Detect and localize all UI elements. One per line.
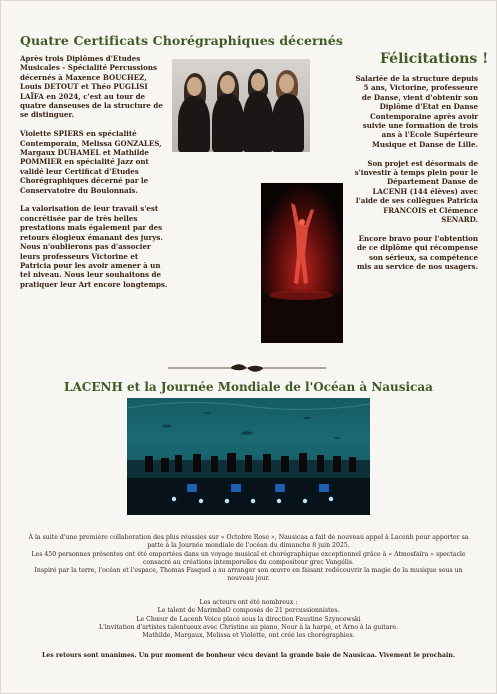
certificats-paragraph: Violette SPIERS en spécialité Contemporain, Melissa GONZALES, Margaux DUHAMEL et Mathilde POMMIER en spécialité Jazz ont validé leur Certificat d'Etudes Chorégraphiques décerné par le Conservatoire du Boulonnais.: [20, 129, 162, 195]
certificats-text-column: [20, 54, 168, 299]
actors-line: Le talent de MarimbaO composés de 21 percussionnistes.: [157, 607, 340, 615]
nausicaa-paragraph: À la suite d'une première collaboration des plus réussies sur « Octobre Rose », Nausicaa a fait de nouveau appel à Lacenh pour apporter sa patte à la Journée mondiale de l'océan du dimanche 8 juin 2025.: [28, 534, 469, 550]
nausicaa-closing-text: Les retours sont unanimes. Un pur moment de bonheur vécu devant la grande baie de Nausicaa. Vivement le prochain.: [41, 652, 456, 659]
four-dancers-photo: [172, 59, 310, 152]
certificats-paragraph: Après trois Diplômes d'Etudes Musicales - Spécialité Percussions décernés à Maxence BOUCHEZ, Louis DETOUT et Théo PUGLISI LAÏFA en 2024, c'est au tour de quatre danseuses de la structure de se distinguer.: [20, 54, 163, 120]
nausicaa-paragraph: Les 450 personnes présentes ont été emportées dans un voyage musical et chorégraphique exceptionnel grâce à « Atmosfaïra » spectacle consacré au créations intemporelles du compositeur grec Vangélis.: [31, 550, 466, 566]
certificats-paragraph: La valorisation de leur travail s'est concrétisée par de très belles prestations mais également par des retours élogieux émanant des jurys. Nous n'oublierons pas d'associer leurs professeurs Victorine et Patricia pour les avoir amener à un tel niveau. Nous leur souhaitons de pratiquer leur Art encore longtemps.: [20, 204, 168, 289]
section-title-felicitations: Félicitations !: [380, 51, 489, 67]
actors-line: Le Chœur de Lacenh Voice placé sous la direction Faustine Szyncewski: [136, 615, 361, 623]
nausicaa-concert-photo: [127, 398, 370, 515]
actors-line: L'invitation d'artistes talentueux avec Christine au piano, Nour à la harpe, et Arno à la guitare.: [98, 623, 398, 631]
red-stage-illustration: [261, 183, 343, 343]
felicitations-paragraph: Encore bravo pour l'obtention de ce diplôme qui récompense son sérieux, sa compétence mis au service de nos usagers.: [356, 233, 478, 272]
red-stage-dancer-photo: [261, 183, 343, 343]
actors-line: Les acteurs ont été nombreux :: [199, 599, 298, 606]
section-title-nausicaa: LACENH et la Journée Mondiale de l'Océan à Nausicaa: [64, 380, 433, 394]
nausicaa-intro-text: [22, 534, 475, 584]
section-title-certificats: Quatre Certificats Chorégraphiques décernés: [20, 33, 344, 48]
concert-illustration: [127, 398, 370, 515]
nausicaa-paragraph: Inspiré par la terre, l'océan et l'espace, Thomas Fasquel a su arranger son œuvre en faisant redécouvrir la magie de la musique sous un nouveau jour.: [34, 567, 463, 583]
ornamental-divider: [168, 362, 326, 374]
nausicaa-actors-text: [22, 599, 475, 640]
felicitations-paragraph: Salariée de la structure depuis 5 ans, Victorine, professeure de Danse, vient d'obtenir son Diplôme d'Etat en Danse Contemporaine après avoir suivie une formation de trois ans à l'Ecole Supérieure Musique et Danse de Lille.: [355, 74, 478, 149]
felicitations-text-column: [353, 74, 478, 281]
felicitations-paragraph: Son projet est désormais de s'investir à temps plein pour le Département Danse de LACENH (144 élèves) avec l'aide de ses collègues Patricia FRANCOIS et Clémence SENARD.: [354, 158, 478, 225]
actors-line: Mathilde, Margaux, Melissa et Violette, ont créé les chorégraphies.: [142, 632, 355, 640]
